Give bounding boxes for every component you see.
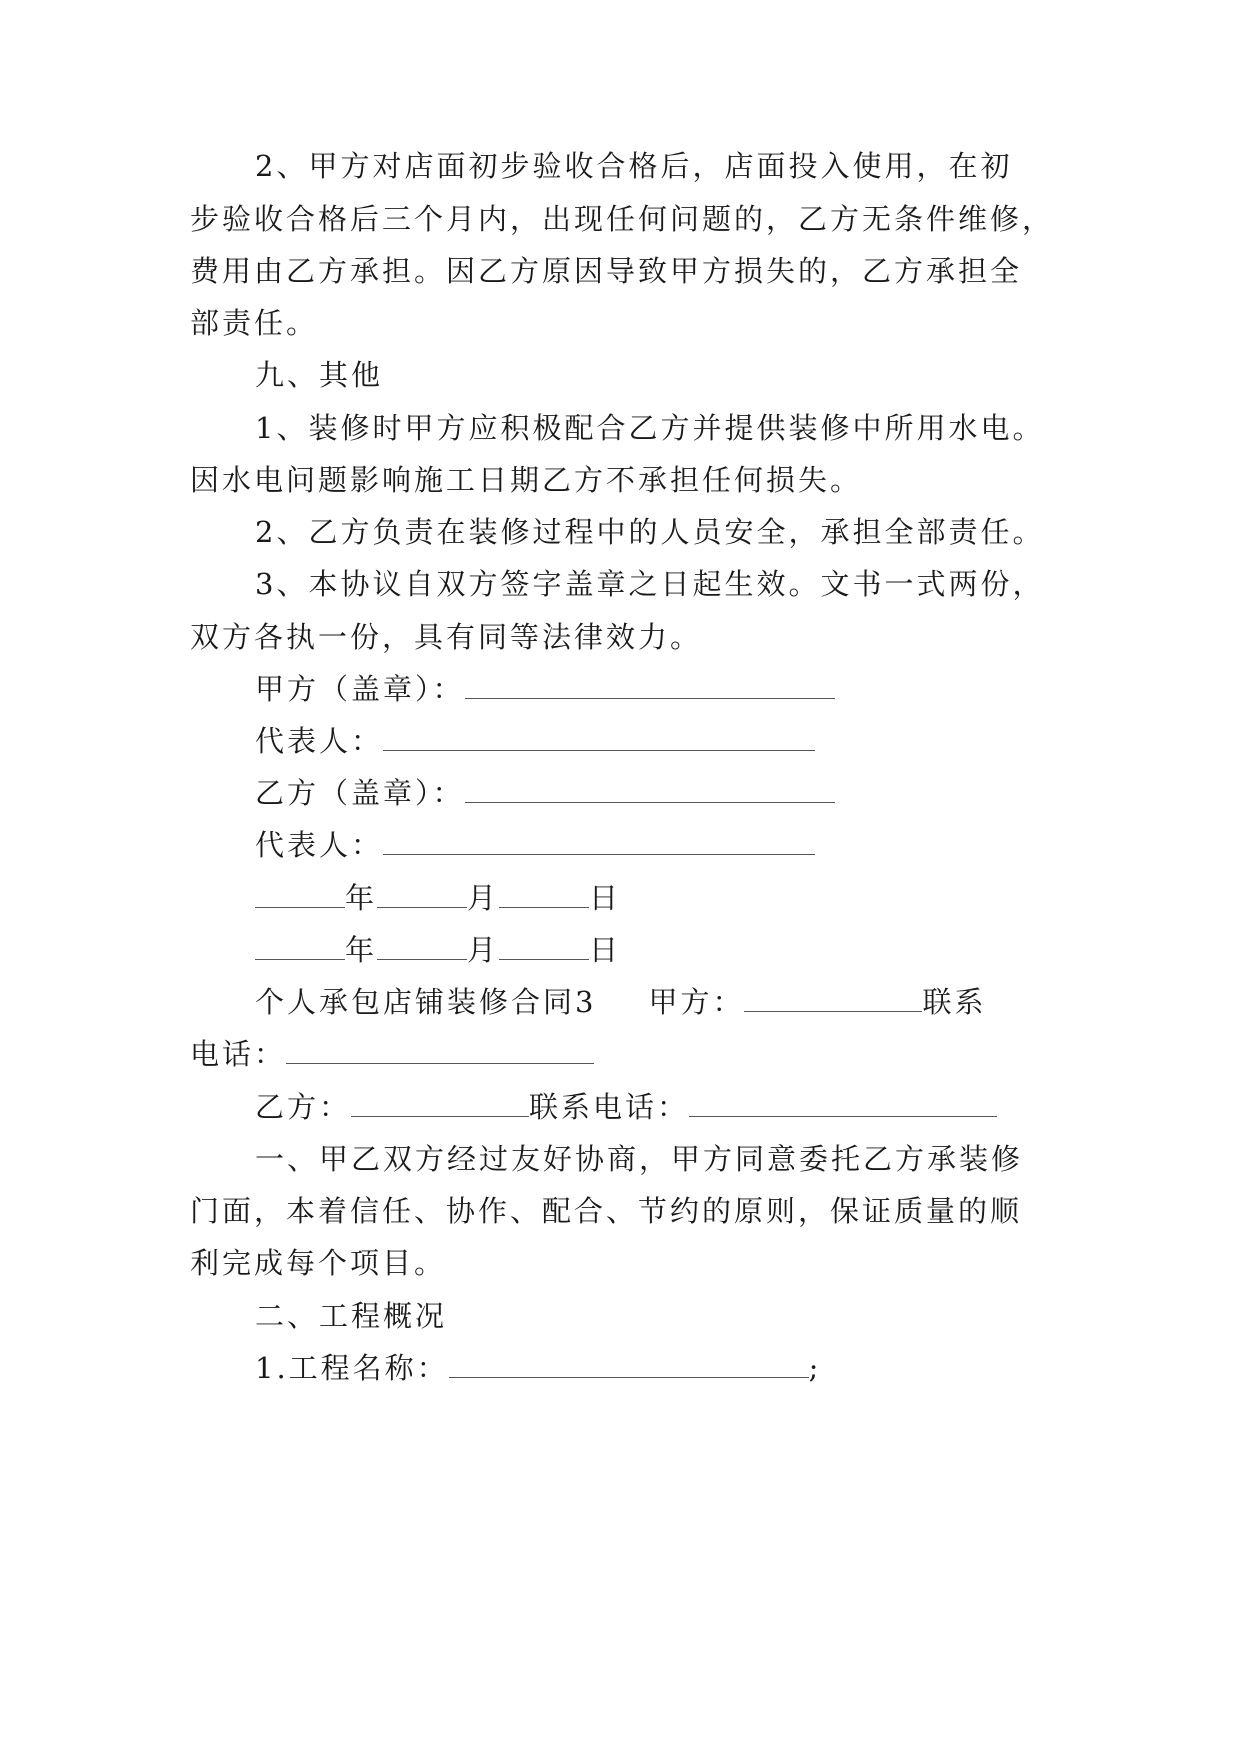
representative-blank xyxy=(383,722,815,751)
representative-row xyxy=(255,721,1135,761)
party-b-label: 乙方： xyxy=(255,1090,352,1124)
contact-label-part2: 电话： xyxy=(190,1037,287,1071)
date-row xyxy=(255,878,1135,918)
paragraph-line: 费用由乙方承担。因乙方原因导致甲方损失的，乙方承担全 xyxy=(190,254,1023,288)
year-blank xyxy=(255,879,345,908)
month-blank xyxy=(377,931,467,960)
paragraph-line: 1、装修时甲方应积极配合乙方并提供装修中所用水电。 xyxy=(255,411,1045,445)
party-b-seal-label: 乙方（盖章）： xyxy=(255,776,465,810)
project-name-label: 1.工程名称： xyxy=(255,1351,449,1385)
party-a-label: 甲方： xyxy=(648,985,745,1019)
representative-label: 代表人： xyxy=(255,828,384,862)
year-label: 年 xyxy=(345,933,378,967)
party-b-seal-blank xyxy=(465,774,835,803)
contact-b-label: 联系电话： xyxy=(529,1090,690,1124)
section-heading: 九、其他 xyxy=(255,358,384,392)
representative-label: 代表人： xyxy=(255,724,384,758)
day-blank xyxy=(499,879,589,908)
representative-blank xyxy=(383,826,815,855)
day-label: 日 xyxy=(589,933,622,967)
contact-a-blank xyxy=(286,1035,594,1064)
paragraph-line: 2、乙方负责在装修过程中的人员安全，承担全部责任。 xyxy=(255,515,1045,549)
contact-b-blank xyxy=(689,1088,997,1117)
paragraph-line: 一、甲乙双方经过友好协商，甲方同意委托乙方承装修 xyxy=(255,1142,1024,1176)
contact-a-row xyxy=(190,1034,1070,1074)
project-name-end: ; xyxy=(808,1351,822,1385)
party-a-seal-blank xyxy=(465,670,835,699)
party-a-blank xyxy=(744,983,922,1012)
day-label: 日 xyxy=(589,881,622,915)
date-row xyxy=(255,930,1135,970)
paragraph-line: 步验收合格后三个月内，出现任何问题的，乙方无条件维修， xyxy=(190,202,1055,236)
paragraph-line: 利完成每个项目。 xyxy=(190,1246,447,1280)
section-heading: 二、工程概况 xyxy=(255,1299,448,1333)
month-label: 月 xyxy=(467,881,500,915)
paragraph-line: 2、甲方对店面初步验收合格后，店面投入使用，在初 xyxy=(255,149,1013,183)
year-label: 年 xyxy=(345,881,378,915)
project-name-row xyxy=(255,1348,1135,1388)
paragraph-line: 双方各执一份，具有同等法律效力。 xyxy=(190,620,703,654)
project-name-blank xyxy=(449,1349,809,1378)
contact-label-part1: 联系 xyxy=(922,985,987,1019)
contract-title-row xyxy=(255,982,1135,1022)
paragraph-line: 3、本协议自双方签字盖章之日起生效。文书一式两份， xyxy=(255,567,1045,601)
party-a-seal-row xyxy=(255,669,1135,709)
party-b-seal-row xyxy=(255,773,1135,813)
paragraph-line: 门面，本着信任、协作、配合、节约的原则，保证质量的顺 xyxy=(190,1194,1023,1228)
paragraph-line: 因水电问题影响施工日期乙方不承担任何损失。 xyxy=(190,463,863,497)
party-b-blank xyxy=(351,1088,529,1117)
day-blank xyxy=(499,931,589,960)
month-blank xyxy=(377,879,467,908)
paragraph-line: 部责任。 xyxy=(190,306,319,340)
representative-row xyxy=(255,825,1135,865)
party-a-seal-label: 甲方（盖章）： xyxy=(255,672,465,706)
party-b-row xyxy=(255,1087,1135,1127)
contract-title: 个人承包店铺装修合同3 xyxy=(255,985,597,1019)
year-blank xyxy=(255,931,345,960)
month-label: 月 xyxy=(467,933,500,967)
